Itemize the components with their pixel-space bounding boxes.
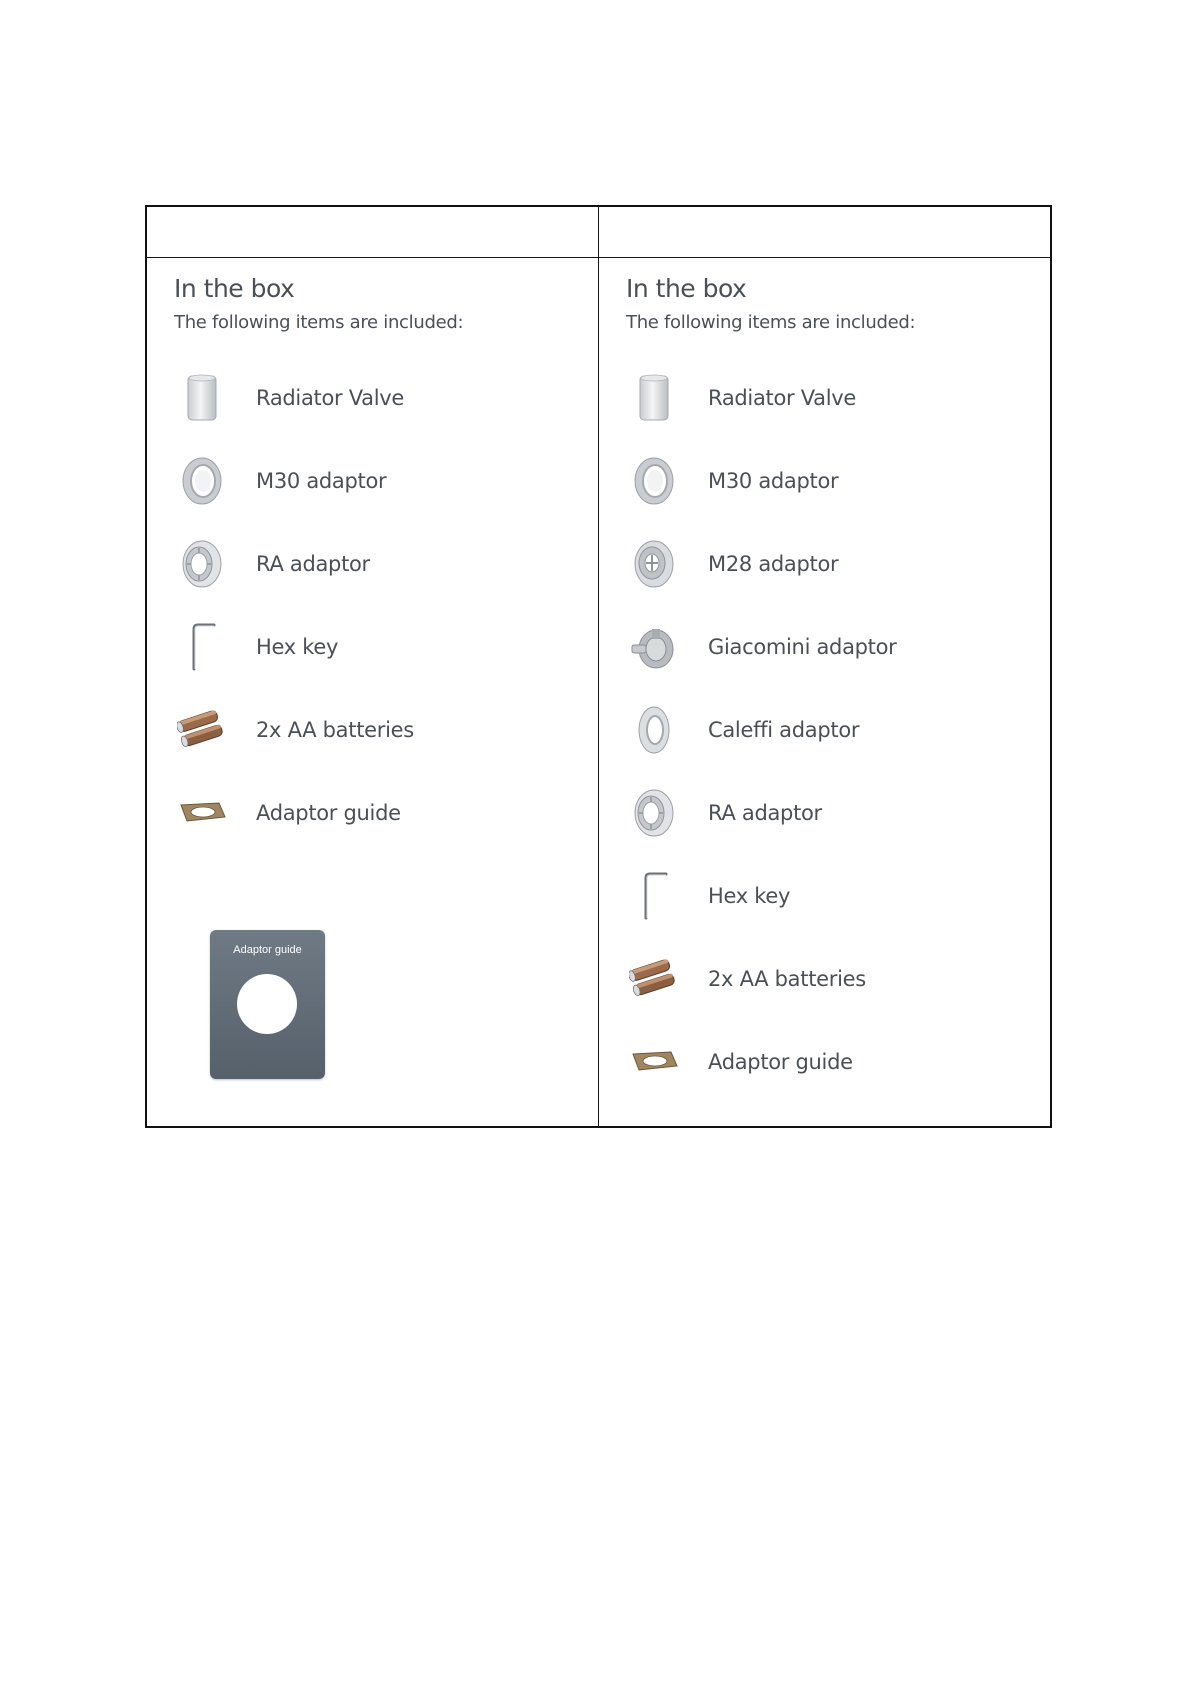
item-label: Caleffi adaptor bbox=[708, 717, 860, 742]
right-item-list bbox=[626, 356, 1050, 1103]
list-item bbox=[626, 771, 1050, 854]
header-cell-right bbox=[598, 207, 1050, 257]
item-label: Adaptor guide bbox=[256, 800, 401, 825]
radiator-valve-icon bbox=[626, 370, 682, 426]
table-body-row bbox=[147, 258, 1050, 1126]
list-item bbox=[626, 356, 1050, 439]
giacomini-adaptor-icon bbox=[626, 619, 682, 675]
caleffi-adaptor-icon bbox=[626, 702, 682, 758]
list-item bbox=[174, 771, 598, 854]
list-item bbox=[626, 1020, 1050, 1103]
list-item bbox=[174, 522, 598, 605]
adaptor-guide-card bbox=[210, 930, 325, 1079]
list-item bbox=[174, 356, 598, 439]
comparison-table bbox=[145, 205, 1052, 1128]
item-label: 2x AA batteries bbox=[708, 966, 866, 991]
list-item bbox=[626, 522, 1050, 605]
left-column bbox=[147, 258, 598, 1126]
hex-key-icon bbox=[174, 619, 230, 675]
list-item bbox=[626, 854, 1050, 937]
item-label: Hex key bbox=[256, 634, 339, 659]
adaptor-guide-card-label: Adaptor guide bbox=[233, 944, 302, 956]
item-label: Giacomini adaptor bbox=[708, 634, 897, 659]
item-label: M30 adaptor bbox=[708, 468, 839, 493]
list-item bbox=[174, 688, 598, 771]
right-box-subtitle: The following items are included: bbox=[626, 312, 916, 333]
list-item bbox=[174, 439, 598, 522]
table-header-row bbox=[147, 207, 1050, 258]
item-label: Adaptor guide bbox=[708, 1049, 853, 1074]
right-column bbox=[598, 258, 1050, 1126]
m30-adaptor-icon bbox=[626, 453, 682, 509]
adaptor-guide-hole bbox=[237, 974, 297, 1034]
adaptor-guide-icon bbox=[174, 785, 230, 841]
batteries-icon bbox=[626, 951, 682, 1007]
left-item-list bbox=[174, 356, 598, 854]
item-label: RA adaptor bbox=[708, 800, 822, 825]
item-label: M28 adaptor bbox=[708, 551, 839, 576]
hex-key-icon bbox=[626, 868, 682, 924]
item-label: M30 adaptor bbox=[256, 468, 387, 493]
m28-adaptor-icon bbox=[626, 536, 682, 592]
header-cell-left bbox=[147, 207, 598, 257]
right-box-title: In the box bbox=[626, 274, 747, 303]
left-box-subtitle: The following items are included: bbox=[174, 312, 464, 333]
adaptor-guide-icon bbox=[626, 1034, 682, 1090]
batteries-icon bbox=[174, 702, 230, 758]
ra-adaptor-icon bbox=[174, 536, 230, 592]
item-label: RA adaptor bbox=[256, 551, 370, 576]
ra-adaptor-icon bbox=[626, 785, 682, 841]
item-label: Radiator Valve bbox=[256, 385, 405, 410]
item-label: Hex key bbox=[708, 883, 791, 908]
item-label: Radiator Valve bbox=[708, 385, 857, 410]
list-item bbox=[626, 605, 1050, 688]
list-item bbox=[626, 688, 1050, 771]
m30-adaptor-icon bbox=[174, 453, 230, 509]
left-box-title: In the box bbox=[174, 274, 295, 303]
item-label: 2x AA batteries bbox=[256, 717, 414, 742]
list-item bbox=[174, 605, 598, 688]
list-item bbox=[626, 439, 1050, 522]
radiator-valve-icon bbox=[174, 370, 230, 426]
list-item bbox=[626, 937, 1050, 1020]
